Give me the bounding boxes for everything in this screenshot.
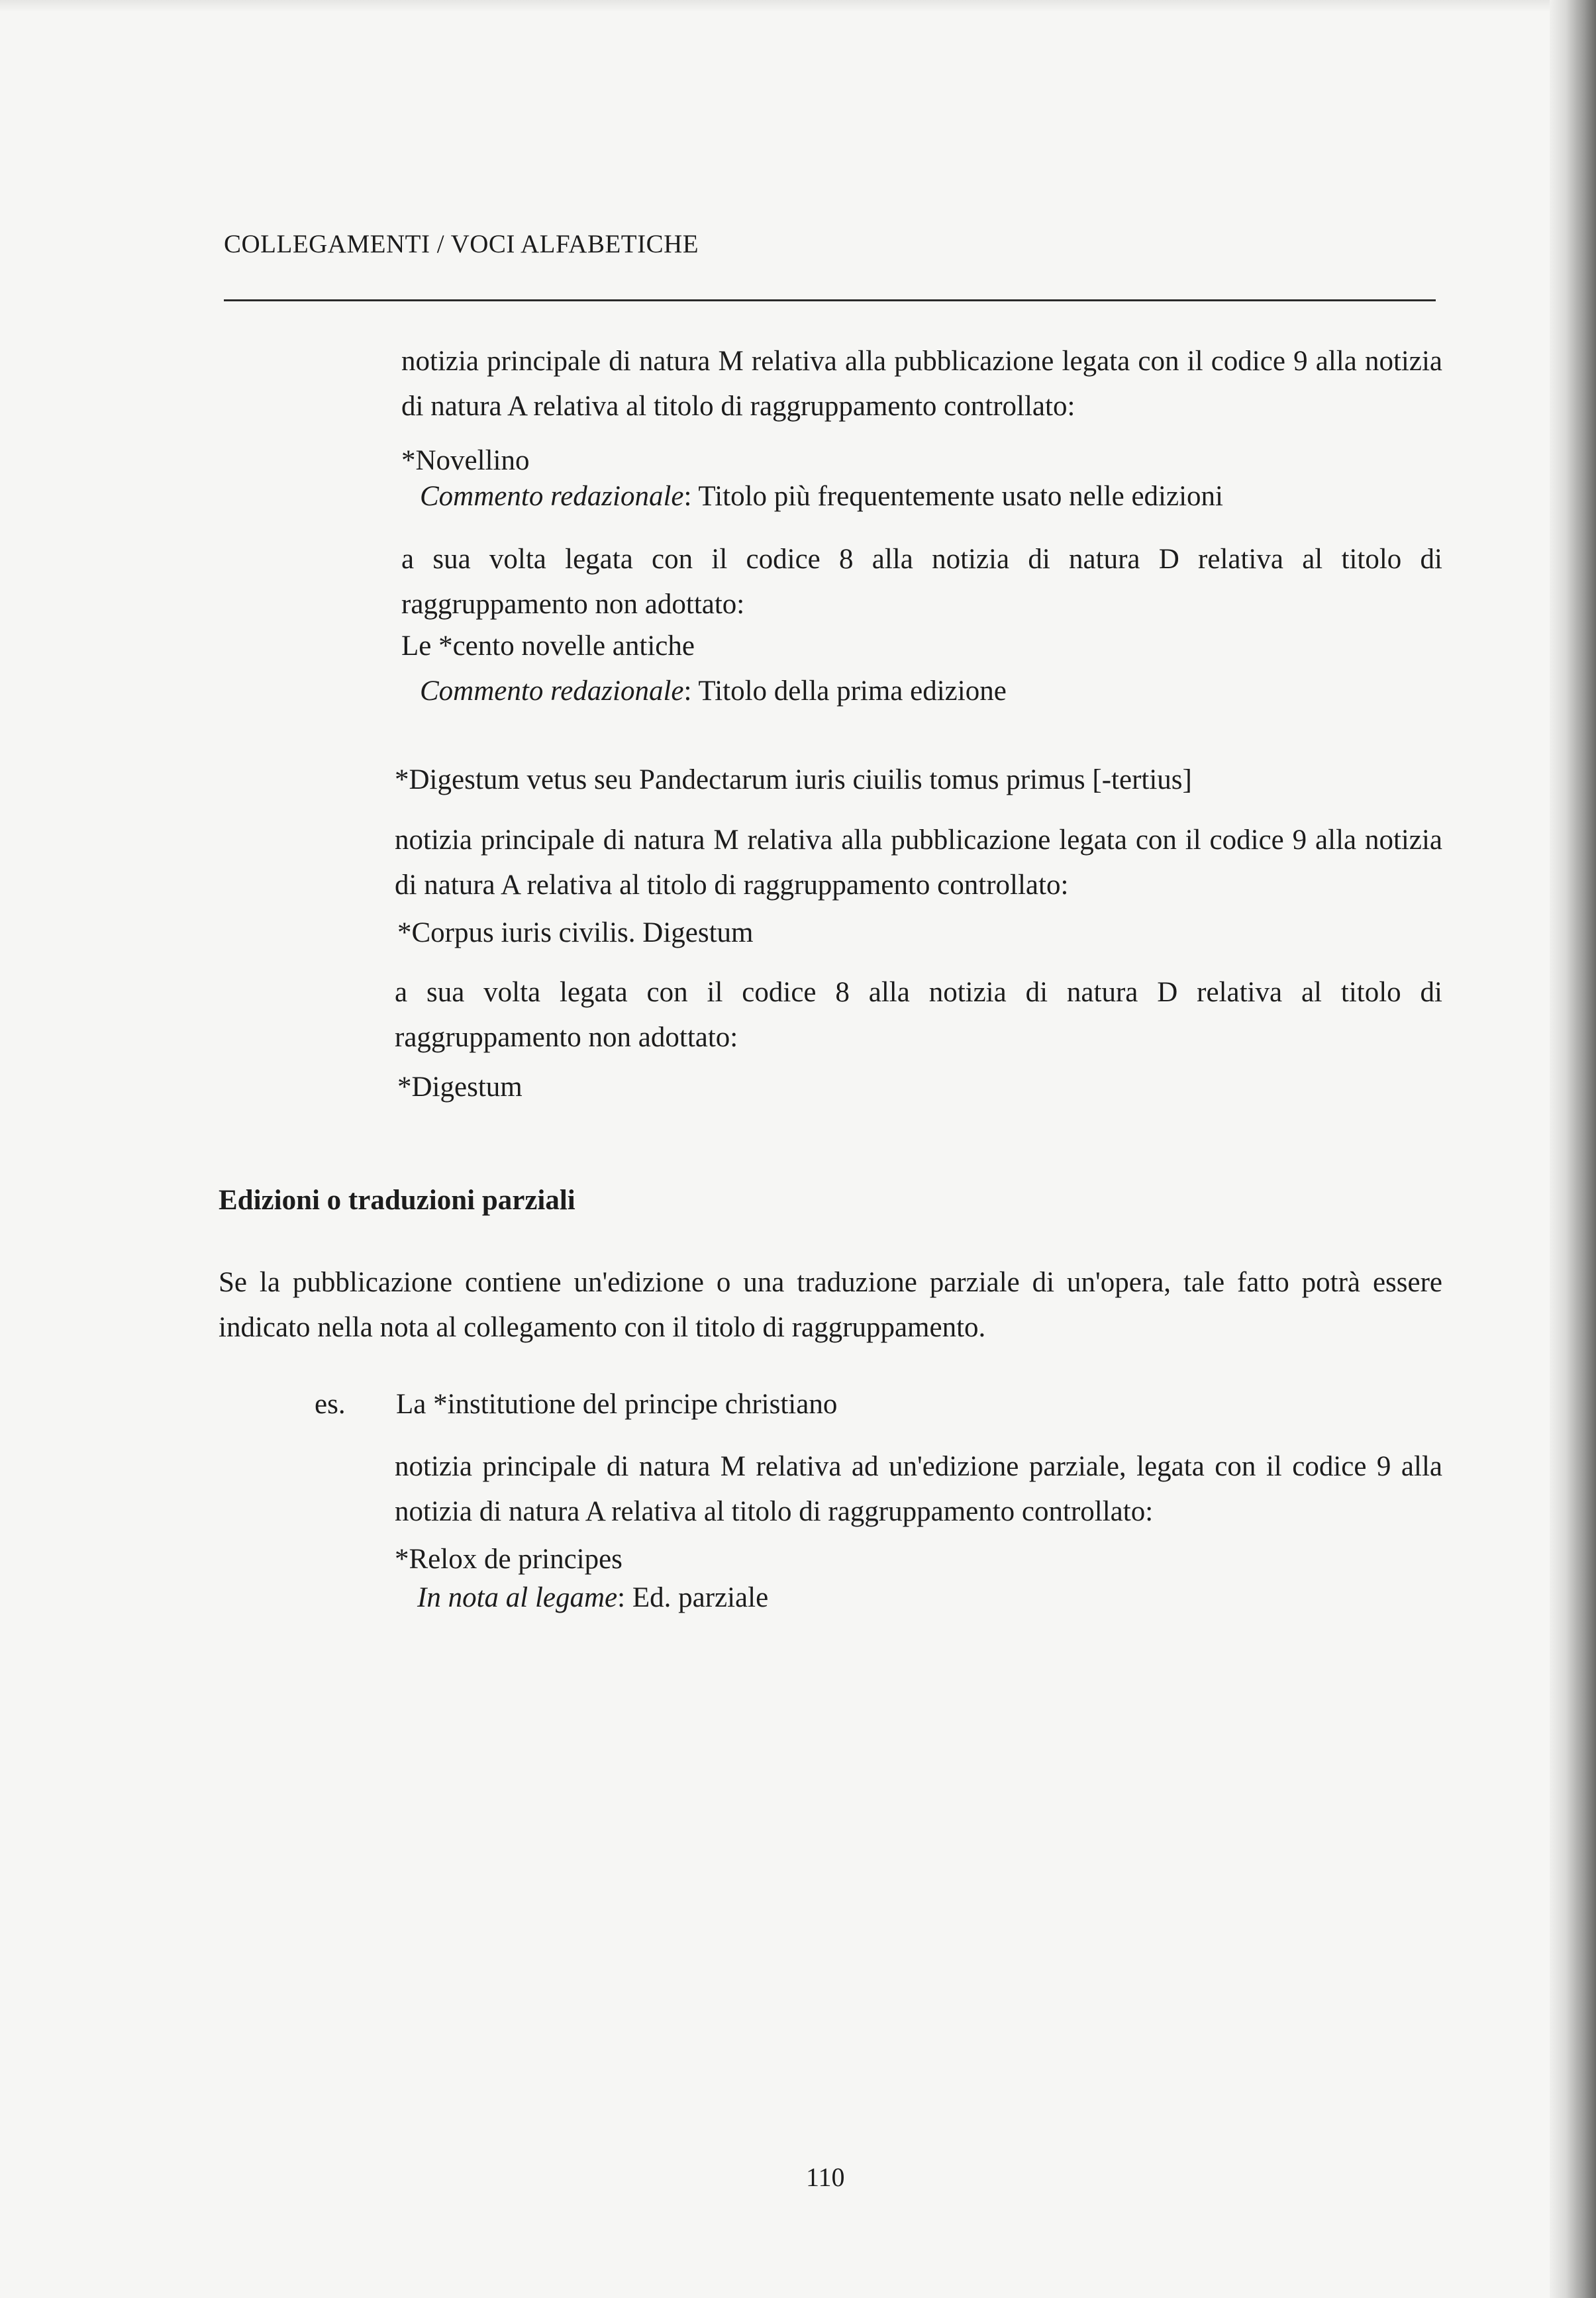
- example2-intro: notizia principale di natura M relativa alla pubblicazione legata con il codice 9 alla notizia di natura A relativa al titolo di raggruppamento controllato:: [395, 824, 1442, 901]
- scan-top-shadow: [0, 0, 1596, 12]
- example2-entry2-title: *Digestum: [397, 1072, 523, 1103]
- header-rule: [224, 299, 1436, 301]
- scan-page-edge: [1550, 0, 1596, 2298]
- example1-entry1-comment: [420, 478, 1223, 515]
- example-label: es.: [315, 1389, 346, 1420]
- comment-text: : Titolo più frequentemente usato nelle edizioni: [683, 481, 1223, 512]
- example1-link-text: a sua volta legata con il codice 8 alla notizia di natura D relativa al titolo di raggruppamento non adottato:: [401, 544, 1442, 620]
- example2-entry1-title: *Corpus iuris civilis. Digestum: [397, 917, 754, 948]
- comment-label: Commento redazionale: [420, 675, 684, 707]
- note-label: In nota al legame: [417, 1582, 618, 1613]
- example2-title: *Digestum vetus seu Pandectarum iuris ciuilis tomus primus [-tertius]: [395, 764, 1192, 795]
- page-number: 110: [806, 2162, 845, 2192]
- comment-label: Commento redazionale: [420, 481, 684, 512]
- es-entry-title: *Relox de principes: [395, 1544, 623, 1575]
- section-paragraph: Se la pubblicazione contiene un'edizione o una traduzione parziale di un'opera, tale fatto potrà essere indicato nella nota al collegamento con il titolo di raggruppamento.: [219, 1267, 1442, 1343]
- es-note: [417, 1579, 768, 1617]
- example1-intro: notizia principale di natura M relativa alla pubblicazione legata con il codice 9 alla notizia di natura A relativa al titolo di raggruppamento controllato:: [401, 346, 1442, 422]
- comment-text: : Titolo della prima edizione: [683, 675, 1007, 707]
- example2-link-text: a sua volta legata con il codice 8 alla notizia di natura D relativa al titolo di raggruppamento non adottato:: [395, 977, 1442, 1053]
- es-title: La *institutione del principe christiano: [396, 1389, 838, 1420]
- es-intro: notizia principale di natura M relativa ad un'edizione parziale, legata con il codice 9 alla notizia di natura A relativa al titolo di raggruppamento controllato:: [395, 1451, 1442, 1527]
- example1-entry2-comment: [420, 673, 1007, 710]
- note-text: : Ed. parziale: [617, 1582, 769, 1613]
- page-header: COLLEGAMENTI / VOCI ALFABETICHE: [224, 230, 699, 258]
- example1-entry1-title: *Novellino: [401, 445, 530, 476]
- example1-entry2-title: Le *cento novelle antiche: [401, 630, 695, 662]
- section-heading: Edizioni o traduzioni parziali: [219, 1185, 575, 1216]
